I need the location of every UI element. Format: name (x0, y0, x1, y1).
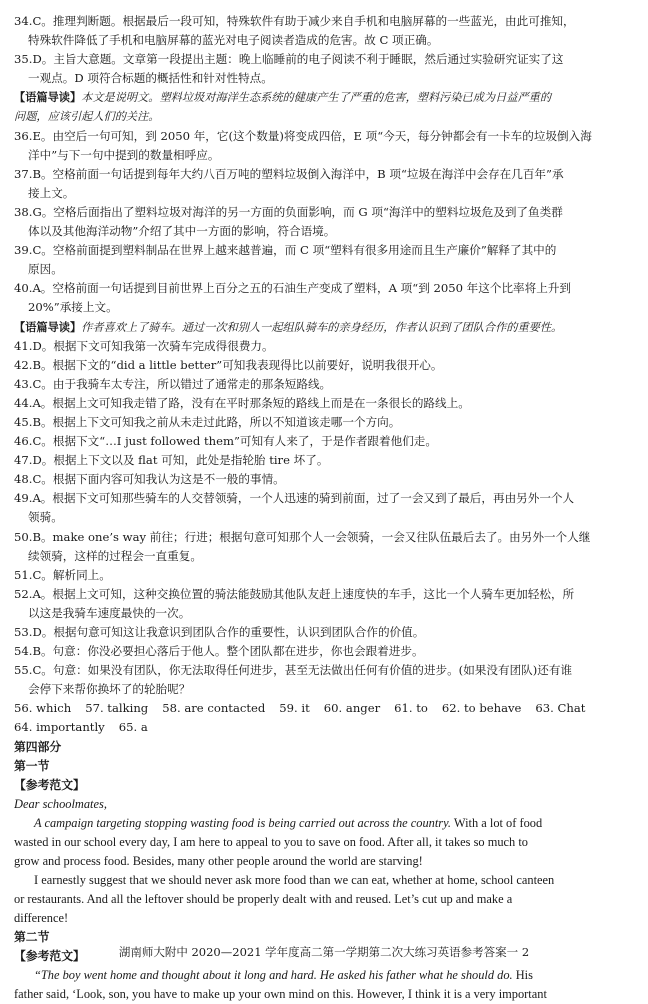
explanation-line: 35.D。主旨大意题。文章第一段提出主题：晚上临睡前的电子阅读不利于睡眠，然后通过实验研究证实了这 (14, 52, 564, 67)
explanation-line: 49.A。根据下文可知那些骑车的人交替领骑，一个人迅速的骑到前面，过了一会又到了最后，再由另外一个人 (14, 491, 575, 506)
essay-text: difference! (14, 910, 69, 925)
essay-text: With a lot of food (451, 815, 543, 830)
explanation-line: 40.A。空格前面一句话提到目前世界上百分之五的石油生产变成了塑料，A 项“到 2050 年这个比率将上升到 (14, 281, 572, 296)
essay-text: wasted in our school every day, I am here to appeal to you to save on food. After all, it takes so much to (14, 834, 528, 849)
salutation: Dear schoolmates, (14, 796, 107, 811)
reference-essay-heading-2: 【参考范文】 (14, 948, 85, 963)
explanation-line: 以这是我骑车速度最快的一次。 (28, 605, 191, 620)
essay-line (14, 985, 634, 1004)
answer-item: 57. talking (85, 701, 149, 716)
answers-row-1 (14, 699, 634, 718)
explanation-line: 38.G。空格后面指出了塑料垃圾对海洋的另一方面的负面影响，而 G 项“海洋中的塑料垃圾危及到了鱼类群 (14, 204, 563, 219)
answer-item: 59. it (279, 701, 310, 716)
essay-italic-text: A campaign targeting stopping wasting food is being carried out across the country. (34, 815, 452, 830)
answer-item: 61. to (394, 701, 428, 716)
explanation-line: 51.C。解析同上。 (14, 567, 111, 582)
explanation-line: 52.A。根据上文可知，这种交换位置的骑法能鼓励其他队友赶上速度快的车手，这比一个人骑车更加轻松，所 (14, 586, 575, 601)
answer-item: 60. anger (323, 701, 381, 716)
explanation-line: 体以及其他海洋动物”介绍了其中一方面的影响，符合语境。 (28, 224, 336, 239)
explanation-line: 领骑。 (28, 510, 63, 525)
explanation-line: 45.B。根据上下文可知我之前从未走过此路，所以不知道该走哪一个方向。 (14, 414, 401, 429)
explanation-line: 20%”承接上文。 (28, 300, 118, 315)
reading-guide-line: 问题，应该引起人们的关注。 (14, 110, 160, 124)
explanation-line: 53.D。根据句意可知这让我意识到团队合作的重要性，认识到团队合作的价值。 (14, 625, 425, 639)
answer-item: 58. are contacted (162, 701, 266, 716)
page-footer: 湖南师大附中 2020—2021 学年度高二第一学期第二次大练习英语参考答案一 2 (118, 945, 530, 959)
essay-line (14, 871, 634, 890)
explanation-line: 一观点。D 项符合标题的概括性和针对性特点。 (28, 71, 273, 86)
explanation-line: 41.D。根据下文可知我第一次骑车完成得很费力。 (14, 338, 274, 353)
essay-line (14, 909, 634, 928)
explanation-line: 特殊软件降低了手机和电脑屏幕的蓝光对电子阅读者造成的危害。故 C 项正确。 (28, 33, 439, 48)
essay-line (14, 966, 634, 985)
part-four-heading: 第四部分 (14, 739, 62, 754)
explanation-line: 原因。 (28, 262, 63, 277)
section-one-heading: 第一节 (14, 758, 50, 773)
explanation-line: 续领骑，这样的过程会一直重复。 (28, 548, 202, 563)
explanation-line: 42.B。根据下文的“did a little better”可知我表现得比以前要好，说明我很开心。 (14, 357, 443, 372)
essay-text: His (512, 968, 533, 983)
essay-text: grow and process food. Besides, many other people around the world are starving! (14, 853, 423, 868)
essay-italic-text: “The boy went home and thought about it long and hard. He asked his father what he should do. (34, 968, 513, 983)
explanation-line: 43.C。由于我骑车太专注，所以错过了通常走的那条短路线。 (14, 376, 332, 391)
answer-item: 65. a (118, 720, 148, 735)
explanation-line: 37.B。空格前面一句话提到每年大约八百万吨的塑料垃圾倒入海洋中，B 项“垃圾在海洋中会存在几百年”承 (14, 166, 564, 181)
essay-one (14, 814, 634, 928)
essay-two (14, 966, 634, 1004)
explanation-line: 50.B。make one’s way 前往；行进；根据句意可知那个人一会领骑，一会又往队伍最后去了。由另外一个人继 (14, 529, 591, 544)
essay-line (14, 890, 634, 909)
answer-item: 63. Chat (535, 701, 586, 716)
answers-row-2 (14, 718, 634, 737)
essay-line (14, 852, 634, 871)
section-two-heading: 第二节 (14, 929, 50, 944)
explanation-line: 34.C。推理判断题。根据最后一段可知，特殊软件有助于减少来自手机和电脑屏幕的一些蓝光，由此可推知， (14, 14, 575, 28)
explanation-line: 48.C。根据下面内容可知我认为这是不一般的事情。 (14, 472, 285, 487)
explanations (14, 12, 634, 699)
reference-essay-heading-1: 【参考范文】 (14, 777, 85, 792)
answer-item: 56. which (14, 701, 72, 716)
explanation-line: 接上文。 (28, 185, 75, 200)
explanation-line: 44.A。根据上文可知我走错了路，没有在平时那条短的路线上而是在一条很长的路线上。 (14, 395, 470, 410)
explanation-line: 47.D。根据上下文以及 flat 可知，此处是指轮胎 tire 坏了。 (14, 453, 329, 468)
essay-text: or restaurants. And all the leftover should be properly dealt with and reused. Let’s cut up and make a (14, 891, 513, 906)
essay-line (14, 833, 634, 852)
essay-line (14, 814, 634, 833)
explanation-line: 会停下来帮你换坏了的轮胎呢？ (28, 682, 191, 697)
explanation-line: 36.E。由空后一句可知，到 2050 年，它(这个数量)将变成四倍，E 项“今天，每分钟都会有一卡车的垃圾倒入海 (14, 128, 592, 143)
explanation-line: 洋中”与下一句中提到的数量相呼应。 (28, 147, 220, 162)
reading-guide-line: 【语篇导读】作者喜欢上了骑车。通过一次和别人一起组队骑车的亲身经历，作者认识到了团队合作的重要性。 (14, 320, 563, 334)
answer-item: 62. to behave (441, 701, 522, 716)
explanation-line: 39.C。空格前面提到塑料制品在世界上越来越普遍，而 C 项“塑料有很多用途而且生产廉价”解释了其中的 (14, 243, 557, 258)
explanation-line: 55.C。句意：如果没有团队，你无法取得任何进步，甚至无法做出任何有价值的进步。(如果没有团队)还有谁 (14, 663, 573, 678)
explanation-line: 54.B。句意：你没必要担心落后于他人。整个团队都在进步，你也会跟着进步。 (14, 644, 424, 659)
essay-text: I earnestly suggest that we should never ask more food than we can eat, whether at home, school canteen (34, 872, 555, 887)
answer-item: 64. importantly (14, 720, 105, 735)
reading-guide-line: 【语篇导读】本文是说明文。塑料垃圾对海洋生态系统的健康产生了严重的危害，塑料污染已成为日益严重的 (14, 91, 552, 105)
explanation-line: 46.C。根据下文“…I just followed them”可知有人来了，于是作者跟着他们走。 (14, 434, 437, 449)
essay-text: father said, ‘Look, son, you have to make up your own mind on this. However, I think it is a very important (14, 987, 547, 1002)
